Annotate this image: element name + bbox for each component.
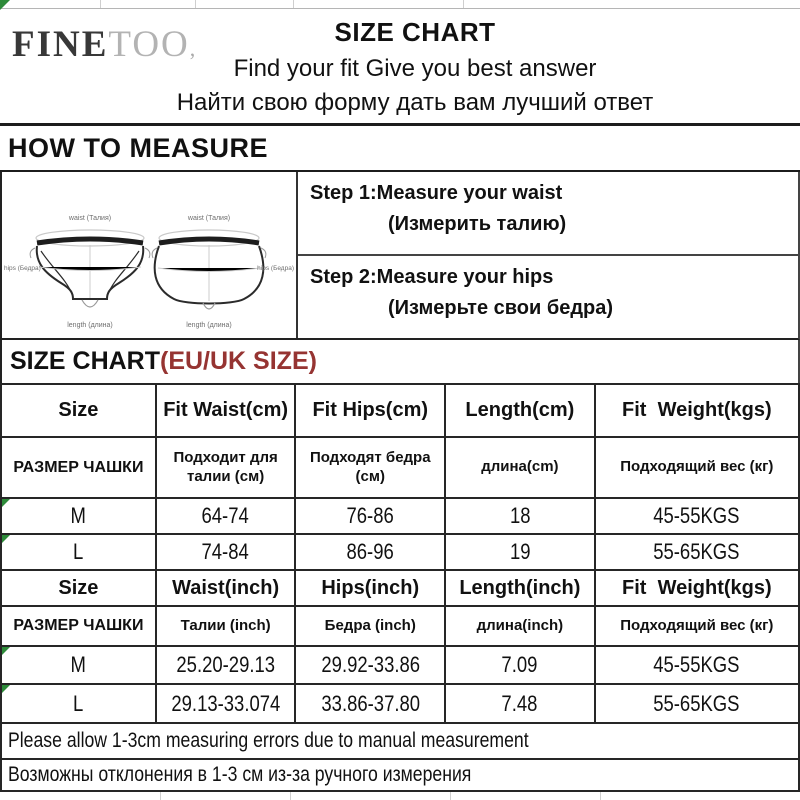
gridline (600, 792, 601, 800)
header-titles (0, 17, 800, 117)
inch-header-hips: Hips(inch) (295, 570, 445, 606)
cell-value: 33.86-37.80 (320, 690, 420, 716)
inch-m-weight (595, 646, 799, 684)
cell-value: 86-96 (346, 539, 394, 564)
cm-l-size (1, 534, 156, 570)
gridline (463, 0, 464, 8)
inch-header-size: Size (1, 570, 156, 606)
spreadsheet-top-strip (0, 0, 800, 9)
size-chart-heading-black: SIZE CHART (10, 347, 160, 375)
step-2-text-ru: (Измерьте свои бедра) (388, 297, 614, 319)
brand-logo-mark: , (189, 36, 198, 61)
cm-header-row-ru (1, 437, 799, 498)
gridline (293, 0, 294, 8)
note-ru-text: Возможны отклонения в 1-3 см из-за ручного измерения (8, 763, 472, 786)
cell-value: 25.20-29.13 (176, 652, 275, 677)
inch-header-length: Length(inch) (445, 570, 595, 606)
cell-value: 7.09 (501, 652, 538, 677)
gridline (195, 0, 196, 8)
brand-logo-primary: FINE (12, 24, 109, 65)
cell-value: 74-84 (201, 539, 250, 564)
how-to-measure-title: HOW TO MEASURE (0, 126, 800, 172)
inch-header-waist: Waist(inch) (156, 570, 296, 606)
panty-diagram-svg (2, 172, 296, 338)
cell-value: M (70, 503, 87, 528)
cm-m-weight (595, 498, 799, 534)
inch-row-l (1, 684, 799, 723)
gridline (290, 792, 291, 800)
cell-value: 18 (509, 503, 531, 528)
size-chart-heading (0, 340, 800, 383)
cm-header-length: Length(cm) (445, 384, 595, 437)
cm-l-weight (595, 534, 799, 570)
inch-header-length-ru: длина(inch) (445, 606, 595, 646)
length-label-right: length (длина) (186, 322, 232, 329)
step-1-text-en: Step 1:Measure your waist (310, 182, 563, 204)
inch-row-m (1, 646, 799, 684)
gridline (160, 792, 161, 800)
brand-logo-secondary: TOO (108, 24, 190, 65)
cell-value: 7.48 (501, 690, 538, 716)
note-en (0, 724, 800, 760)
cm-header-hips: Fit Hips(cm) (295, 384, 445, 437)
cm-header-hips-ru: Подходят бедра (см) (295, 437, 445, 498)
cm-l-length (445, 534, 595, 570)
inch-m-length (445, 646, 595, 684)
cm-header-size-ru: РАЗМЕР ЧАШКИ (1, 437, 156, 498)
inch-l-waist (156, 684, 296, 723)
inch-l-length (445, 684, 595, 723)
how-to-measure-section (0, 172, 800, 340)
inch-m-hips (295, 646, 445, 684)
inch-header-size-ru: РАЗМЕР ЧАШКИ (1, 606, 156, 646)
inch-m-waist (156, 646, 296, 684)
note-ru (0, 760, 800, 792)
panty-diagram (2, 172, 298, 338)
step-2-text-en: Step 2:Measure your hips (310, 266, 554, 288)
inch-header-weight-ru: Подходящий вес (кг) (595, 606, 799, 646)
hips-label-right: hips (Бедра) (257, 265, 294, 272)
cm-header-size: Size (1, 384, 156, 437)
cell-value: 45-55KGS (653, 652, 740, 677)
subtitle-en: Find your fit Give you best answer (233, 55, 597, 82)
subtitle-ru: Найти свою форму дать вам лучший ответ (176, 89, 654, 116)
header (0, 9, 800, 126)
cm-row-m (1, 498, 799, 534)
step-1-text-ru: (Измерить талию) (388, 213, 567, 235)
inch-header-row (1, 570, 799, 606)
cm-l-hips (295, 534, 445, 570)
cell-value: 64-74 (201, 503, 250, 528)
cell-value: 19 (509, 539, 531, 564)
cell-value: 45-55KGS (653, 503, 740, 528)
cm-m-hips (295, 498, 445, 534)
cm-header-weight-ru: Подходящий вес (кг) (595, 437, 799, 498)
size-chart-heading-red: (EU/UK SIZE) (160, 347, 317, 375)
spreadsheet-bottom-strip (0, 792, 800, 800)
cm-header-waist: Fit Waist(cm) (156, 384, 296, 437)
length-label-left: length (длина) (67, 322, 113, 329)
cm-row-l (1, 534, 799, 570)
inch-header-hips-ru: Бедра (inch) (295, 606, 445, 646)
inch-header-row-ru (1, 606, 799, 646)
measure-step-2 (298, 256, 798, 338)
cm-header-weight: Fit Weight(kgs) (595, 384, 799, 437)
cm-header-waist-ru: Подходит для талии (см) (156, 437, 296, 498)
waist-label-left: waist (Талия) (68, 215, 112, 222)
inch-l-size (1, 684, 156, 723)
note-en-text: Please allow 1-3cm measuring errors due to manual measurement (8, 729, 529, 752)
cell-value: 76-86 (346, 503, 394, 528)
cell-value: 55-65KGS (653, 690, 740, 716)
cm-header-length-ru: длина(cm) (445, 437, 595, 498)
waist-label-right: waist (Талия) (187, 215, 231, 222)
gridline (100, 0, 101, 8)
cm-m-size (1, 498, 156, 534)
inch-header-weight: Fit Weight(kgs) (595, 570, 799, 606)
cm-l-waist (156, 534, 296, 570)
measure-steps (298, 172, 798, 338)
gridline (450, 792, 451, 800)
inch-l-hips (295, 684, 445, 723)
hips-label-left: hips (Бедра) (4, 265, 41, 272)
cm-m-waist (156, 498, 296, 534)
cm-header-row (1, 384, 799, 437)
cell-value: M (70, 652, 87, 677)
cell-value: 29.13-33.074 (171, 690, 281, 716)
size-chart-table (0, 383, 800, 724)
cell-value: L (73, 690, 84, 716)
inch-m-size (1, 646, 156, 684)
inch-l-weight (595, 684, 799, 723)
page-title: SIZE CHART (334, 17, 496, 47)
cell-value: 55-65KGS (653, 539, 740, 564)
cell-value: L (73, 539, 84, 564)
cm-m-length (445, 498, 595, 534)
inch-header-waist-ru: Талии (inch) (156, 606, 296, 646)
cell-value: 29.92-33.86 (320, 652, 420, 677)
measure-step-1 (298, 172, 798, 256)
